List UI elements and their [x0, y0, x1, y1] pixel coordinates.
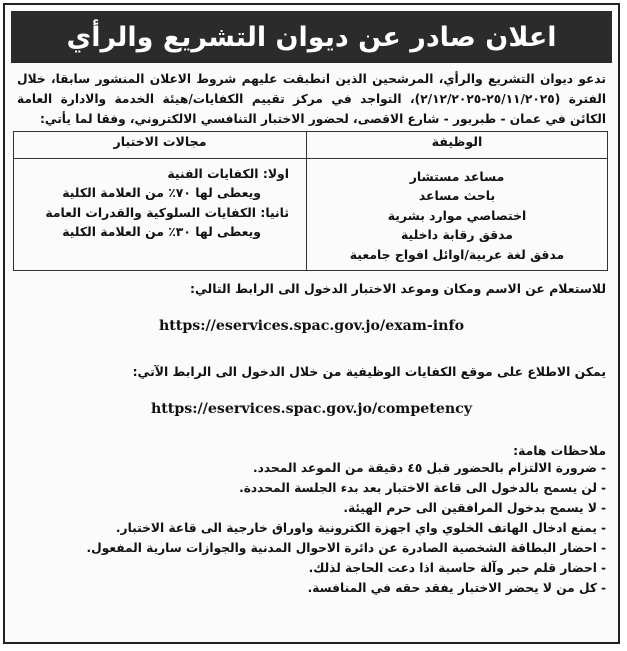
- job-item: اختصاصي موارد بشرية: [387, 207, 527, 223]
- note-item: -ضرورة الالتزام بالحضور قبل ٤٥ دقيقة من الموعد المحدد.: [253, 461, 606, 476]
- note-item: -احضار قلم حبر وآلة حاسبة اذا دعت الحاجة لذلك.: [308, 561, 606, 576]
- table-row: [14, 159, 608, 271]
- exam-info-link[interactable]: https://eservices.spac.gov.jo/exam-info: [158, 318, 465, 335]
- criteria-item: اولا: الكفايات الفنية: [167, 166, 289, 181]
- jobs-cell: [307, 159, 608, 271]
- note-item: -يمنع ادخال الهاتف الخلوي واي اجهزة الكترونية واوراق خارجية الى قاعة الاختبار.: [115, 521, 606, 536]
- notes-heading: ملاحظات هامة:: [513, 443, 606, 459]
- job-header: الوظيفة: [307, 132, 608, 159]
- note-item: -لا يسمح بدخول المرافقين الى حرم الهيئة.: [343, 501, 606, 516]
- criteria-item: ثانيا: الكفايات السلوكية والقدرات العامة: [45, 204, 289, 220]
- criteria-weight: ويعطى لها ٣٠٪ من العلامة الكلية: [62, 224, 261, 240]
- intro-paragraph: تدعو ديوان التشريع والرأي، المرشحين الذين انطبقت عليهم شروط الاعلان المنشور سابقا، خلال الفترة (٢٥/١١/٢٠٢٥-٢/١٢/٢٠٢٥)، التواجد في مركز تقييم الكفايات/هيئة الخدمة والادارة العامة الكائن في عمان - طبربور - شارع الاقصى، لحضور الاختبار التنافسي الالكتروني، وفقا لما يأتي:: [17, 72, 606, 126]
- announcement: [3, 3, 620, 644]
- criteria-cell: [14, 159, 307, 271]
- job-item: مساعد مستشار: [409, 169, 505, 184]
- criteria-header: مجالات الاختبار: [14, 132, 307, 159]
- note-item: -كل من لا يحضر الاختبار يفقد حقه في المنافسة.: [307, 581, 606, 596]
- note-item: -لن يسمح بالدخول الى قاعة الاختبار بعد بدء الجلسة المحددة.: [239, 481, 606, 496]
- notes-list: [17, 458, 606, 598]
- criteria-list: [15, 160, 305, 247]
- competency-text: يمكن الاطلاع على موقع الكفايات الوظيفية من خلال الدخول الى الرابط الآتي:: [132, 364, 606, 380]
- competency-link[interactable]: https://eservices.spac.gov.jo/competency: [150, 401, 473, 418]
- criteria-weight: ويعطى لها ٧٠٪ من العلامة الكلية: [62, 185, 261, 201]
- jobs-table: [13, 131, 608, 271]
- announcement-title: اعلان صادر عن ديوان التشريع والرأي: [11, 11, 612, 63]
- exam-info-text: للاستعلام عن الاسم ومكان وموعد الاختبار الدخول الى الرابط التالي:: [190, 281, 606, 297]
- job-list: [308, 160, 606, 269]
- note-item: -احضار البطاقة الشخصية الصادرة عن دائرة الاحوال المدنية والجوازات سارية المفعول.: [86, 541, 606, 556]
- job-item: مدقق لغة عربية/اوائل افواج جامعية: [349, 246, 565, 262]
- table-header-row: [14, 132, 608, 159]
- job-item: مدقق رقابة داخلية: [401, 227, 513, 243]
- job-item: باحث مساعد: [418, 188, 496, 204]
